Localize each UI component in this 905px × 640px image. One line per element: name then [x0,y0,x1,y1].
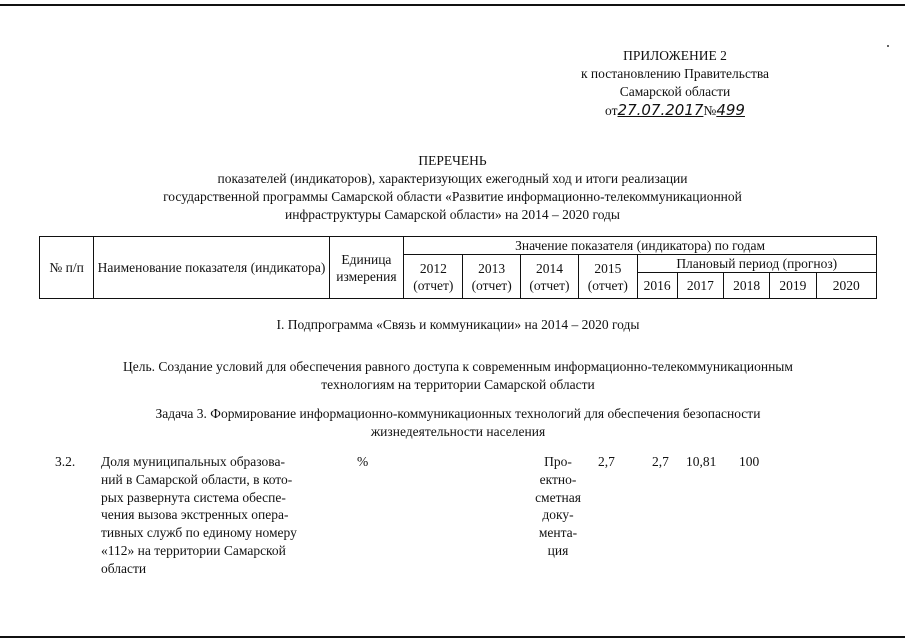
header-year-2015: 2015 (отчет) [579,255,637,299]
header-year-2020: 2020 [816,273,876,299]
bottom-border-rule [0,636,905,638]
appendix-block [560,47,790,120]
date-prefix: от [605,103,618,118]
scan-speck [887,45,889,47]
title-line-2: государственной программы Самарской области «Развитие информационно-телекоммуникационной [163,189,742,204]
header-year-2012: 2012 (отчет) [404,255,463,299]
task-line-2: жизнедеятельности населения [370,424,546,439]
document-title [100,152,805,224]
row-unit: % [357,454,369,469]
handwritten-date: 27.07.2017 [617,101,704,119]
goal-line-2: технологиям на территории Самарской области [321,377,595,392]
row-indicator-name: Доля муниципальных образова- ний в Самарской области, в кото- рых развернута система обеспе- чения вызова экстренных опера- тивных служб по единому номеру «112» на территории Самарской области [101,454,297,576]
header-planned-period: Плановый период (прогноз) [637,255,877,273]
row-number: 3.2. [55,454,76,469]
header-name: Наименование показателя (индикатора) [94,237,329,299]
header-unit: Единица измерения [329,237,403,299]
header-year-2014: 2014 (отчет) [520,255,578,299]
appendix-line-region: Самарской области [619,84,731,99]
top-border-rule [0,4,905,6]
row-value-2018: 10,81 [686,454,717,469]
title-line-1: показателей (индикаторов), характеризующих ежегодный ход и итоги реализации [217,171,688,186]
row-value-2015: Про- ектно- сметная доку- мента- ция [535,454,581,558]
header-num: № п/п [40,237,94,299]
indicators-header-table [39,236,877,299]
goal-text [40,358,876,394]
row-value-2016: 2,7 [598,454,615,469]
number-prefix: № [703,103,717,118]
goal-line-1: Цель. Создание условий для обеспечения равного доступа к современным информационно-телекоммуникационным [123,359,793,374]
header-year-2018: 2018 [724,273,770,299]
task-text [40,405,876,441]
header-values-by-year: Значение показателя (индикатора) по годам [404,237,877,255]
row-value-2019: 100 [739,454,760,469]
header-year-2016: 2016 [637,273,677,299]
title-heading: ПЕРЕЧЕНЬ [418,153,487,168]
subprogram-heading: I. Подпрограмма «Связь и коммуникации» на 2014 – 2020 годы [276,317,640,332]
title-line-3: инфраструктуры Самарской области» на 2014 – 2020 годы [285,207,620,222]
header-year-2017: 2017 [677,273,723,299]
appendix-date-line [560,101,790,120]
task-line-1: Задача 3. Формирование информационно-коммуникационных технологий для обеспечения безопасности [155,406,761,421]
appendix-line-resolution: к постановлению Правительства [580,66,770,81]
header-year-2013: 2013 (отчет) [463,255,520,299]
header-year-2019: 2019 [770,273,816,299]
appendix-title: ПРИЛОЖЕНИЕ 2 [623,48,727,63]
handwritten-number: 499 [716,101,745,119]
row-value-2017: 2,7 [652,454,669,469]
